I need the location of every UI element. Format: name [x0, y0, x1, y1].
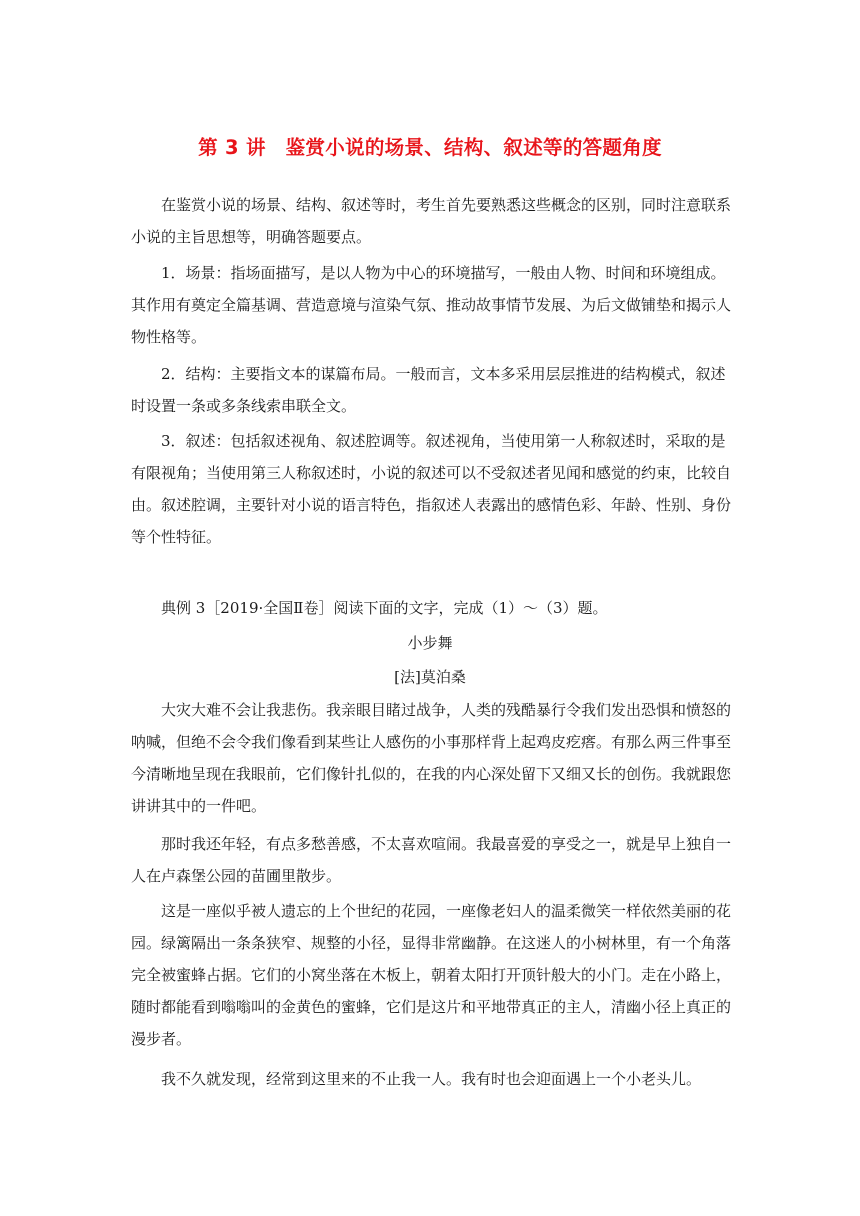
story-author: [法]莫泊桑	[394, 668, 466, 686]
text-line: 完全被蜜蜂占据。它们的小窝坐落在木板上，朝着太阳打开顶针般大的小门。走在小路上，	[131, 966, 732, 984]
text-line: 其作用有奠定全篇基调、营造意境与渲染气氛、推动故事情节发展、为后文做铺垫和揭示人	[131, 296, 732, 314]
text-line: 由。叙述腔调，主要针对小说的语言特色，指叙述人表露出的感情色彩、年龄、性别、身份	[131, 496, 732, 514]
text-line: 等个性特征。	[131, 528, 222, 546]
story-paragraph	[131, 828, 734, 892]
text-line: 有限视角；当使用第三人称叙述时，小说的叙述可以不受叙述者见闻和感觉的约束，比较自	[131, 464, 732, 482]
text-line: 人在卢森堡公园的苗圃里散步。	[131, 867, 342, 885]
text-line: 这是一座似乎被人遗忘的上个世纪的花园，一座像老妇人的温柔微笑一样依然美丽的花	[161, 902, 732, 920]
text-line: 1．场景：指场面描写，是以人物为中心的环境描写，一般由人物、时间和环境组成。	[161, 264, 726, 282]
text-line: 讲讲其中的一件吧。	[131, 797, 267, 815]
text-line: 园。绿篱隔出一条条狭窄、规整的小径，显得非常幽静。在这迷人的小树林里，有一个角落	[131, 934, 732, 952]
point-scene	[131, 257, 734, 353]
intro-paragraph	[131, 189, 734, 253]
story-paragraph	[131, 895, 734, 1055]
story-paragraph	[131, 1063, 734, 1095]
text-line: 我不久就发现，经常到这里来的不止我一人。我有时也会迎面遇上一个小老头儿。	[161, 1070, 702, 1088]
text-line: 典例 3［2019·全国Ⅱ卷］阅读下面的文字，完成（1）～（3）题。	[161, 599, 608, 617]
point-narration	[131, 425, 734, 553]
text-line: 那时我还年轻，有点多愁善感，不太喜欢喧闹。我最喜爱的享受之一，就是早上独自一	[161, 835, 732, 853]
text-line: 大灾大难不会让我悲伤。我亲眼目睹过战争，人类的残酷暴行令我们发出恐惧和愤怒的	[161, 701, 732, 719]
point-structure	[131, 358, 734, 422]
text-line: 随时都能看到嗡嗡叫的金黄色的蜜蜂，它们是这片和平地带真正的主人，清幽小径上真正的	[131, 998, 732, 1016]
text-line: 今清晰地呈现在我眼前，它们像针扎似的，在我的内心深处留下又细又长的创伤。我就跟您	[131, 765, 732, 783]
example-heading	[131, 592, 734, 624]
text-line: 物性格等。	[131, 328, 207, 346]
text-line: 在鉴赏小说的场景、结构、叙述等时，考生首先要熟悉这些概念的区别，同时注意联系	[161, 196, 732, 214]
text-line: 漫步者。	[131, 1030, 192, 1048]
text-line: 3．叙述：包括叙述视角、叙述腔调等。叙述视角，当使用第一人称叙述时，采取的是	[161, 432, 726, 450]
text-line: 呐喊，但绝不会令我们像看到某些让人感伤的小事那样背上起鸡皮疙瘩。有那么两三件事至	[131, 733, 732, 751]
text-line: 小说的主旨思想等，明确答题要点。	[131, 228, 372, 246]
story-paragraph	[131, 694, 734, 822]
page-title: 第 3 讲 鉴赏小说的场景、结构、叙述等的答题角度	[198, 136, 662, 159]
story-title: 小步舞	[407, 634, 453, 652]
text-line: 时设置一条或多条线索串联全文。	[131, 397, 357, 415]
text-line: 2．结构：主要指文本的谋篇布局。一般而言，文本多采用层层推进的结构模式，叙述	[161, 365, 726, 383]
